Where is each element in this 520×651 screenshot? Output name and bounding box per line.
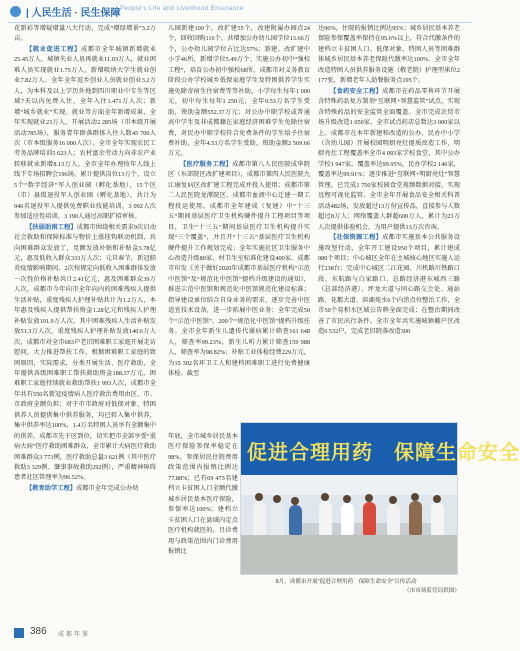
text-column-1: [14, 24, 156, 576]
paragraph-text: 成都市全年完成公办幼: [76, 484, 139, 492]
paragraph: [168, 24, 310, 160]
paragraph-text: 成都市全年城镇新增就业25.45万人，城镇失业人员再就业11.03万人，就业困难人员实现就业1.75万人，新增吸纳大学生就业创业7.82万人。全年全年返乡创业人员就业创业3.2万人，为本科及以上学历外地到四川职业中专生等区域7天以内免费入住，全年入住1.471万人次；新增“城乡就业”实现、就业等方面全年新增成果，全年实现就业23万人，开展活动2 285场（市本级开展活动785场），服务青年群落群体入住人数45 700人次（市本级服务16 000人次）。全市全年实现农民工劳务品牌培训5 623人；农村富余劳动力向非农产业转移就业新增8.13万人。全市全年办理按年人线上线下专场招聘会196场，累计提供岗位13万个，设立5个“数字经济”军人创业园（孵化基地），15个区（市）县级退役军人创业园（孵化基地），共计为946名退役军人提供免费职业技能培训，3 092人次参加适应性培训，3 190人通过高职扩招审核。: [14, 45, 156, 221]
photo-person-head: [389, 496, 397, 504]
paragraph: [14, 223, 156, 484]
section-tag: 【医疗服务工程】: [180, 160, 233, 168]
photo-person: [387, 504, 400, 535]
paragraph-text: 达90%，住院的报销比例达95%；城乡居民基本养老保险参保覆盖率保持在95.6%以上，符合代缴条件的建档立卡贫困人口、低保对象、特困人员等困难群体城乡居民基本养老保险代缴率达100%。全市全年改造特困人员供养服务设施（敬老院）护理型床位2 177张，新增老年人助餐服务点195个。: [318, 25, 460, 85]
photo-person: [271, 503, 284, 535]
section-tag: 【扶弱助困工程】: [26, 223, 77, 231]
section-tag: 【食药安全工程】: [330, 87, 383, 95]
text-column-2: [168, 24, 310, 380]
paragraph: [14, 484, 156, 494]
photo-person-head: [273, 495, 281, 503]
section-tag: 【就业促进工程】: [26, 45, 81, 53]
photo-person-head: [411, 493, 419, 501]
event-photo: [240, 422, 520, 575]
paragraph-text: 年底，全市城乡居民基本医疗保险参保率稳定在98%，参保居民住院费用政策范围内报销比例达77.88%；已有69 473名建档立卡贫困人口全额代缴城乡居民基本医疗保险，参保率达100%；建档立卡贫困人口在县域内定点医疗机构就医的，且诊费用与政策范围内门诊费用报销比: [168, 433, 238, 555]
paragraph-text: 成都市在药品零售环节开展含特殊药品复方制剂“互联网+智慧监管”试点，实现含特殊药品的安全监管全面覆盖。全市完成农贸市场升级改造1 050家，全市试点药店总数达3 000家以上。成都市在本年新建和改造的公办、民办中小学（含幼儿园）开展校园明厨亮灶提质改造工作，明厨亮灶工程覆盖率全市4 093家学校食堂，其中公办学校1 947家，覆盖率达99.95%，民办学校2 146家，覆盖率达99.91%；逐步推进“互联网+明厨亮灶”智慧管理，已完成1 750家校园食堂视频数据对接，实现远程可视化监管。全市全年开展食品安全相关科普活动482场，发放超过13万份宣传品，直接参与人数超过8万人；网络覆盖人群超600万人，累计为23万人次提供体验机会，为用户提供13万次咨询。: [318, 87, 461, 231]
photo-person: [253, 501, 266, 535]
photo-person-head: [291, 497, 299, 505]
paragraph: [14, 24, 156, 45]
paragraph: [318, 233, 460, 338]
paragraph-text: 成都市第八人民医院成华院区（东郊院区改扩建项目），成都市第四人民医院九江康复病区改扩建工程完成并投入使用；成都市第二人民医院龙潭院区、成都市血液中心迁建一期工程投运使用。成都市全年建成（复建）中“十三五”期间基层医疗卫生机构硬件提升工程项目等项目，卫生“十三五”期间基层医疗卫生机构提升实现“三个覆盖”，并且开“十三五”基层医疗卫生机构硬件提升工作规划完成；全年实施社区卫生服务中心改造升级80家，村卫生室标准化建设400家。成都市印发《关于做好2020年成都市基层医疗机构“示范中医馆”及“规范化中医馆”提档升级建设的通知》，推进示范中医馆和规范化中医馆规范化建设标准；指导建设单位结合自身业务的需求，逐步完善中医适宜技术设备，进一步拓展中医业务；全年完成50个“示范中医馆”，200个“规范化中医馆”提档升级任务。全市全年新生儿遗传代谢病累计筛查161 648人，筛查率99.23%，新生儿听力累计筛查159 988人，筛查率为98.82%；补贴工业体检经费229万元，为15 302名环卫工人和建档困难职工进行免费健康体检。截至: [168, 160, 311, 377]
paragraph-text: 成都市围绕相关需求9次启动社会救助和保障标准与物价上涨挂钩联动机制，共向困难群众发放了，足额发放补贴和补贴金3.78亿元，惠及低收入群众333万人次；元旦春节，新冠肺炎疫情影响期间，2次按规定向低收入困难群体发放一次性价格补贴共计2.41亿元，惠及困难群众39万人次，成都市今年向市全年向内的困难残疾人提供生活补贴，重度残疾人护理补贴共计为1.2万人，本年惠及残疾人提供帮扶资金1.28亿元和残疾人护理补贴发放191.9万人次，其中困难残疾人生活补贴发放51.3万人次，重度残疾人护理补贴发放140.6万人次，成都市对全市683户老旧困难职工家庭开展走访慰问，大力推进帮扶工作，根据困难职工家庭的致困原因，实际需求，分类开展生活、医疗救助，全年提供各级困难职工帮扶救助资金188.37万元，困难职工家庭持续就业救助帮扶1 993人次，成都市全年共有550名新冠疫情病人医疗救治费用由区、市、市政府全额负担；对于市市政府对低保对象、特困供养人员提供集中供养服务，均已转入集中供养，集中供养率达100%，1.4万名特困人员享有全额集中的供养，成都市先于区到位，切实把市全部享受“重病大病”医疗救助困难群众，全市累计大病医疗救助困难群众3 773例，医疗救助总量3 621例（其中医疗救助3 329例、肇事事故救助292例），严重精神障碍患者社区管理率为96.52%。: [14, 223, 156, 482]
caption-line: 9月，成都市开展“促进合理用药 保障生命安全”宣传活动: [275, 579, 417, 585]
photo-person: [341, 503, 354, 535]
paragraph: [168, 432, 238, 557]
photo-person: [289, 505, 302, 535]
header-rule: [8, 22, 472, 23]
event-banner: [241, 423, 520, 475]
photo-person: [363, 502, 376, 535]
text-column-narrow: [168, 432, 238, 557]
banner-text: 促进合理用药 保障生命安全: [247, 442, 520, 464]
paragraph: [14, 45, 156, 223]
book-name: 成都年鉴: [58, 632, 91, 638]
section-title-en: People's Life and Livelihood Ensurance: [120, 6, 244, 12]
section-mark-icon: [10, 6, 21, 17]
paragraph-text: 成都市实施基本公共服务设施攻坚行动，全年开工建设950个项目，累计建成980个项目；中心城区全年在主城核心地区实施人运行238台；完成中心城区二江花园、川机路川铁路口段、东航路与白家路口、总路经济港东城西三路（总部经济港）、坪龙大道与同心路交会处、通站路、花都大道、滨湖苑水6个内涝点位整治工作，全市50个易积水区域公告牌全面完成；在整治期间改善了市民出行条件。全市全年共实施城镇棚户区改造6 532户，完成老旧院落改造300: [318, 234, 461, 336]
photo-person-head: [255, 493, 263, 501]
caption-credit: （市市场监管局供图）: [404, 588, 460, 594]
paragraph: [318, 87, 460, 233]
paragraph-text: 儿园新建100个，改扩建55个，改建附属办园点24个，回收回购116个，共增加公办幼儿园学位13.66万个，公办幼儿园学位占比达57%；新建、改扩建中小学46所，新增学位5.49万个；实施公办初中“强校工程”，培育公办初中强校68所。成都市对义务教育阶段公办学校城乡低保家庭学生及特困供养学生实施免除寄宿生住宿费等等补助，小学每生每年1 000元，初中每生每年1 250元，全年0.53万名学生受助，资助金额552.37万元；对公办中职学校或普通高中学生及非成都籍在家庭经济困难学生免除住宿费，对民办中职学校符合免费条件的学生给予住宿费补助，全年4.53万名学生受助，资助金额2 569.66万元。: [168, 25, 310, 158]
photo-caption: [232, 578, 460, 596]
page-footer: [14, 626, 214, 640]
footer-mark-icon: [14, 628, 24, 638]
paragraph-text: 花新彩等增疑增量八大行动，完成“增绿增景”3.2万亩。: [14, 25, 156, 43]
photo-person: [319, 501, 332, 535]
section-title: | 人民生活 · 民生保障: [26, 8, 121, 19]
page-number: 386: [30, 626, 47, 637]
section-tag: 【社保资源工程】: [330, 234, 383, 242]
photo-person: [409, 501, 422, 535]
paragraph: [318, 24, 460, 87]
photo-wall: [241, 475, 457, 495]
photo-floor: [241, 535, 457, 574]
photo-person-head: [365, 494, 373, 502]
section-tag: 【教育助学工程】: [26, 484, 76, 492]
photo-person-head: [321, 493, 329, 501]
page-header: [0, 0, 480, 26]
photo-person-head: [433, 495, 441, 503]
photo-person: [431, 503, 444, 535]
paragraph: [168, 160, 310, 380]
photo-person-head: [343, 495, 351, 503]
